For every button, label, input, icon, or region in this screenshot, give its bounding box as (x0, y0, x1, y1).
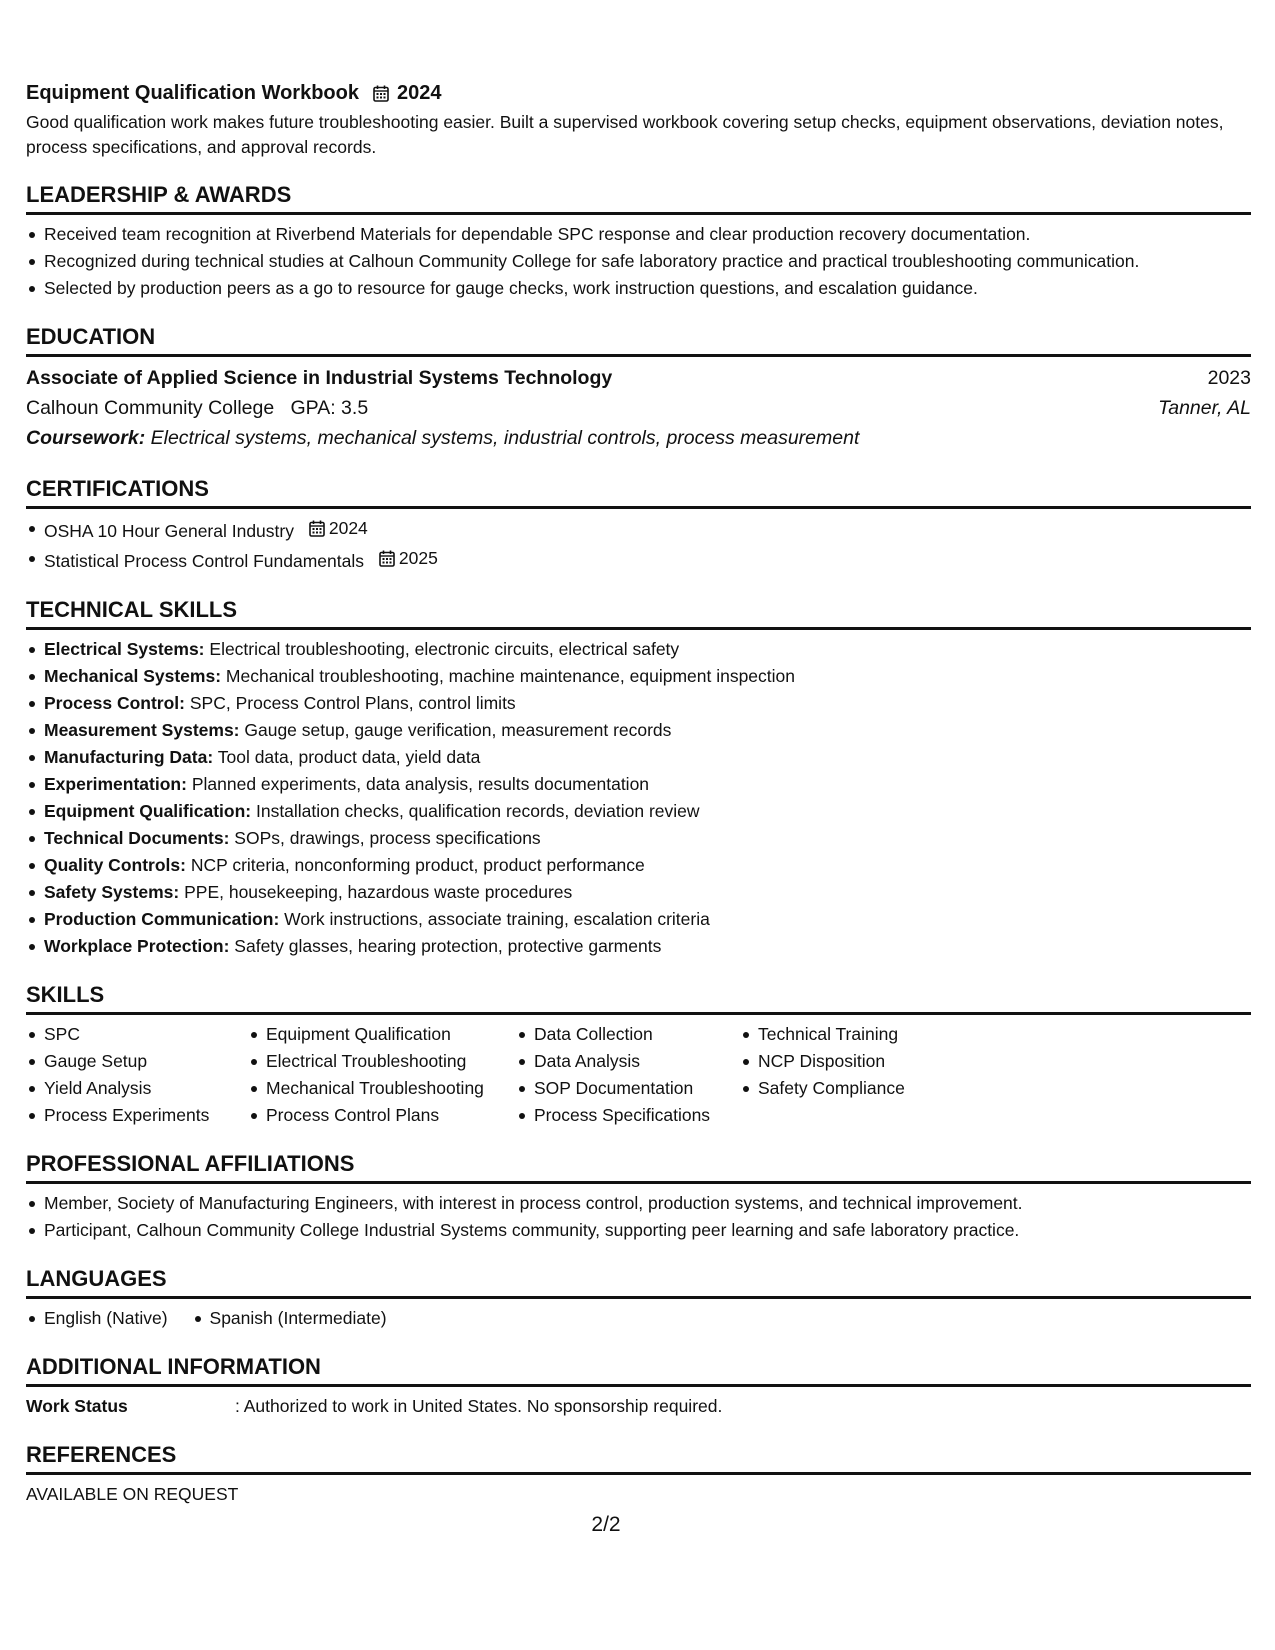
skill-text: Planned experiments, data analysis, results documentation (191, 774, 650, 794)
list-item: Technical Training (740, 1021, 940, 1048)
certification-name: OSHA 10 Hour General Industry (44, 521, 294, 541)
list-item: Mechanical Troubleshooting (248, 1075, 516, 1102)
affiliations-section (26, 1149, 1251, 1244)
calendar-icon (373, 85, 389, 102)
list-item: Data Analysis (516, 1048, 740, 1075)
list-item (26, 852, 1251, 879)
references-text: AVAILABLE ON REQUEST (26, 1484, 239, 1504)
work-status-value: : Authorized to work in United States. No sponsorship required. (235, 1396, 723, 1416)
leadership-section (26, 180, 1251, 302)
list-item: Recognized during technical studies at Calhoun Community College for safe laboratory practice and practical troubleshooting communication. (26, 248, 1251, 275)
list-item: SOP Documentation (516, 1075, 740, 1102)
project-description: Good qualification work makes future troubleshooting easier. Built a supervised workbook covering setup checks, equipment observations, deviation notes, process specifications, and approval records. (26, 112, 1224, 157)
list-item (26, 690, 1251, 717)
list-item: SPC (26, 1021, 248, 1048)
certification-name: Statistical Process Control Fundamentals (44, 551, 364, 571)
skill-text: Gauge setup, gauge verification, measurement records (244, 720, 672, 740)
skill-text: SOPs, drawings, process specifications (234, 828, 541, 848)
skill-text: Mechanical troubleshooting, machine maintenance, equipment inspection (225, 666, 796, 686)
section-heading: SKILLS (26, 980, 1251, 1015)
section-heading: TECHNICAL SKILLS (26, 595, 1251, 630)
list-item (26, 933, 1251, 960)
gpa: GPA: 3.5 (290, 397, 369, 419)
list-item: Member, Society of Manufacturing Engineers, with interest in process control, production systems, and technical improvement. (26, 1190, 1251, 1217)
skill-label: Technical Documents: (44, 828, 230, 848)
skill-label: Experimentation: (44, 774, 187, 794)
list-item: English (Native) (26, 1305, 168, 1332)
section-heading: LEADERSHIP & AWARDS (26, 180, 1251, 215)
list-item: Process Specifications (516, 1102, 740, 1129)
skill-label: Production Communication: (44, 909, 280, 929)
education-section (26, 322, 1251, 454)
list-item (26, 717, 1251, 744)
calendar-icon (309, 520, 325, 537)
certifications-list (26, 515, 1251, 575)
technical-skills-section (26, 595, 1251, 960)
list-item: Safety Compliance (740, 1075, 940, 1102)
resume-page (26, 78, 1251, 1508)
skill-label: Measurement Systems: (44, 720, 240, 740)
section-heading: CERTIFICATIONS (26, 474, 1251, 509)
skill-text: PPE, housekeeping, hazardous waste procedures (184, 882, 573, 902)
skill-text: Tool data, product data, yield data (217, 747, 481, 767)
skill-text: Safety glasses, hearing protection, protective garments (234, 936, 662, 956)
certification-date: 2024 (328, 518, 368, 538)
coursework-label: Coursework: (26, 427, 146, 449)
list-item: Participant, Calhoun Community College Industrial Systems community, supporting peer learning and safe laboratory practice. (26, 1217, 1251, 1244)
work-status-row (26, 1393, 1251, 1420)
additional-info-section (26, 1352, 1251, 1420)
languages-section (26, 1264, 1251, 1332)
section-heading: EDUCATION (26, 322, 1251, 357)
coursework-text: Electrical systems, mechanical systems, industrial controls, process measurement (150, 427, 860, 449)
list-item (26, 879, 1251, 906)
list-item: NCP Disposition (740, 1048, 940, 1075)
calendar-icon (379, 550, 395, 567)
list-item (26, 636, 1251, 663)
school-name: Calhoun Community College (26, 397, 275, 419)
graduation-year: 2023 (1207, 367, 1251, 389)
list-item (26, 515, 1251, 545)
skill-label: Mechanical Systems: (44, 666, 222, 686)
project-date: 2024 (396, 81, 442, 104)
list-item: Equipment Qualification (248, 1021, 516, 1048)
skill-text: SPC, Process Control Plans, control limits (189, 693, 516, 713)
list-item (26, 798, 1251, 825)
leadership-list (26, 221, 1251, 302)
list-item (26, 825, 1251, 852)
list-item (26, 663, 1251, 690)
skill-label: Manufacturing Data: (44, 747, 214, 767)
technical-skills-list (26, 636, 1251, 960)
list-item: Data Collection (516, 1021, 740, 1048)
list-item: Electrical Troubleshooting (248, 1048, 516, 1075)
list-item (26, 545, 1251, 575)
skills-column (740, 1021, 940, 1129)
list-item (26, 744, 1251, 771)
skill-label: Quality Controls: (44, 855, 186, 875)
list-item: Selected by production peers as a go to resource for gauge checks, work instruction questions, and escalation guidance. (26, 275, 1251, 302)
degree-row (26, 363, 1251, 393)
skills-column (248, 1021, 516, 1129)
project-title-row (26, 78, 1251, 108)
list-item: Received team recognition at Riverbend Materials for dependable SPC response and clear production recovery documentation. (26, 221, 1251, 248)
skills-column (516, 1021, 740, 1129)
section-heading: ADDITIONAL INFORMATION (26, 1352, 1251, 1387)
skill-text: Electrical troubleshooting, electronic circuits, electrical safety (209, 639, 680, 659)
skill-label: Safety Systems: (44, 882, 180, 902)
skill-label: Process Control: (44, 693, 185, 713)
skill-text: Installation checks, qualification records, deviation review (255, 801, 700, 821)
affiliations-list (26, 1190, 1251, 1244)
list-item: Spanish (Intermediate) (192, 1305, 387, 1332)
page-number: 2/2 (591, 1513, 621, 1536)
skill-label: Workplace Protection: (44, 936, 230, 956)
project-title: Equipment Qualification Workbook (26, 81, 359, 104)
skill-text: Work instructions, associate training, escalation criteria (284, 909, 710, 929)
list-item (26, 906, 1251, 933)
list-item: Gauge Setup (26, 1048, 248, 1075)
project-entry (26, 78, 1251, 160)
skills-column (26, 1021, 248, 1129)
list-item: Process Experiments (26, 1102, 248, 1129)
list-item: Process Control Plans (248, 1102, 516, 1129)
section-heading: REFERENCES (26, 1440, 1251, 1475)
section-heading: PROFESSIONAL AFFILIATIONS (26, 1149, 1251, 1184)
degree-title: Associate of Applied Science in Industrial Systems Technology (26, 367, 613, 389)
coursework-row (26, 423, 1251, 454)
skill-label: Equipment Qualification: (44, 801, 252, 821)
list-item: Yield Analysis (26, 1075, 248, 1102)
skills-grid (26, 1021, 1251, 1129)
references-section (26, 1440, 1251, 1508)
languages-list (26, 1305, 1251, 1332)
skill-text: NCP criteria, nonconforming product, product performance (190, 855, 645, 875)
certifications-section (26, 474, 1251, 575)
school-row (26, 393, 1251, 423)
list-item (26, 771, 1251, 798)
section-heading: LANGUAGES (26, 1264, 1251, 1299)
work-status-label: Work Status (26, 1396, 128, 1416)
skill-label: Electrical Systems: (44, 639, 205, 659)
certification-date: 2025 (398, 548, 438, 568)
school-location: Tanner, AL (1158, 397, 1251, 419)
skills-section (26, 980, 1251, 1129)
